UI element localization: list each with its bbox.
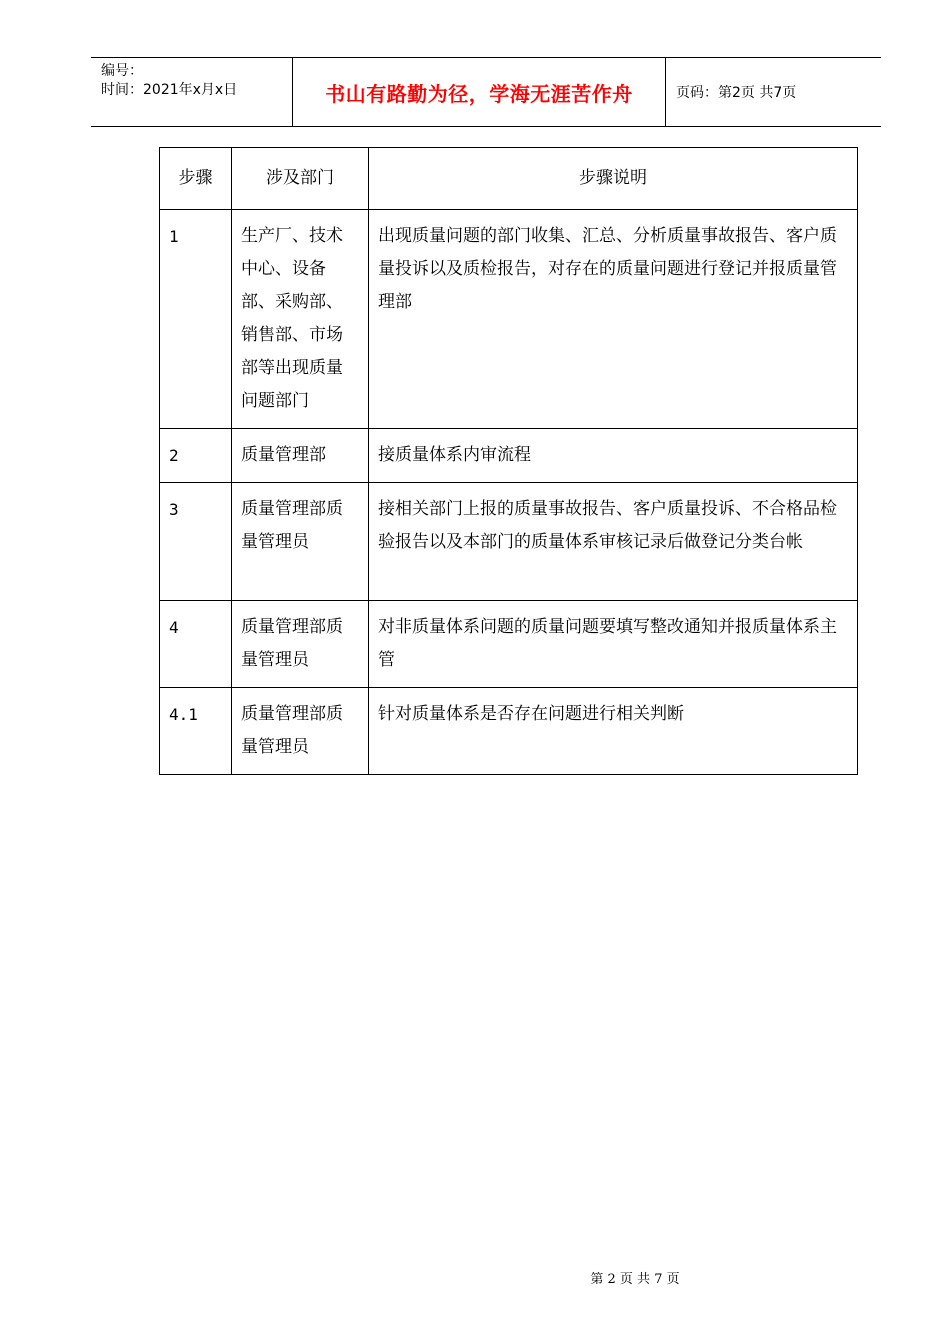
step-description: 接质量体系内审流程 [369, 429, 858, 483]
step-number: 1 [160, 210, 232, 429]
step-department: 质量管理部质量管理员 [232, 483, 369, 601]
table-row [160, 688, 858, 775]
column-header-description: 步骤说明 [369, 148, 858, 210]
header-meta [101, 62, 237, 100]
step-number: 4 [160, 601, 232, 688]
step-number: 2 [160, 429, 232, 483]
table-header-row [160, 148, 858, 210]
process-steps-table [159, 147, 858, 775]
table-row [160, 483, 858, 601]
table-row [160, 210, 858, 429]
table-row [160, 601, 858, 688]
page-header [91, 57, 881, 127]
step-number: 3 [160, 483, 232, 601]
page-footer: 第 2 页 共 7 页 [590, 1272, 680, 1287]
step-department: 质量管理部质量管理员 [232, 601, 369, 688]
column-header-step: 步骤 [160, 148, 232, 210]
column-header-department: 涉及部门 [232, 148, 369, 210]
table-row [160, 429, 858, 483]
step-number: 4.1 [160, 688, 232, 775]
step-department: 质量管理部质量管理员 [232, 688, 369, 775]
step-department: 生产厂、技术中心、设备部、采购部、销售部、市场部等出现质量问题部门 [232, 210, 369, 429]
document-time: 时间：2021年x月x日 [101, 82, 238, 98]
step-description: 针对质量体系是否存在问题进行相关判断 [369, 688, 858, 775]
step-description: 出现质量问题的部门收集、汇总、分析质量事故报告、客户质量投诉以及质检报告，对存在的质量问题进行登记并报质量管理部 [369, 210, 858, 429]
header-motto: 书山有路勤为径，学海无涯苦作舟 [325, 82, 633, 106]
step-department: 质量管理部 [232, 429, 369, 483]
step-description: 接相关部门上报的质量事故报告、客户质量投诉、不合格品检验报告以及本部门的质量体系审核记录后做登记分类台帐 [369, 483, 858, 601]
header-page-info: 页码：第2页 共7页 [676, 85, 797, 101]
step-description: 对非质量体系问题的质量问题要填写整改通知并报质量体系主管 [369, 601, 858, 688]
document-number-label: 编号： [101, 63, 143, 79]
header-divider [665, 58, 666, 126]
